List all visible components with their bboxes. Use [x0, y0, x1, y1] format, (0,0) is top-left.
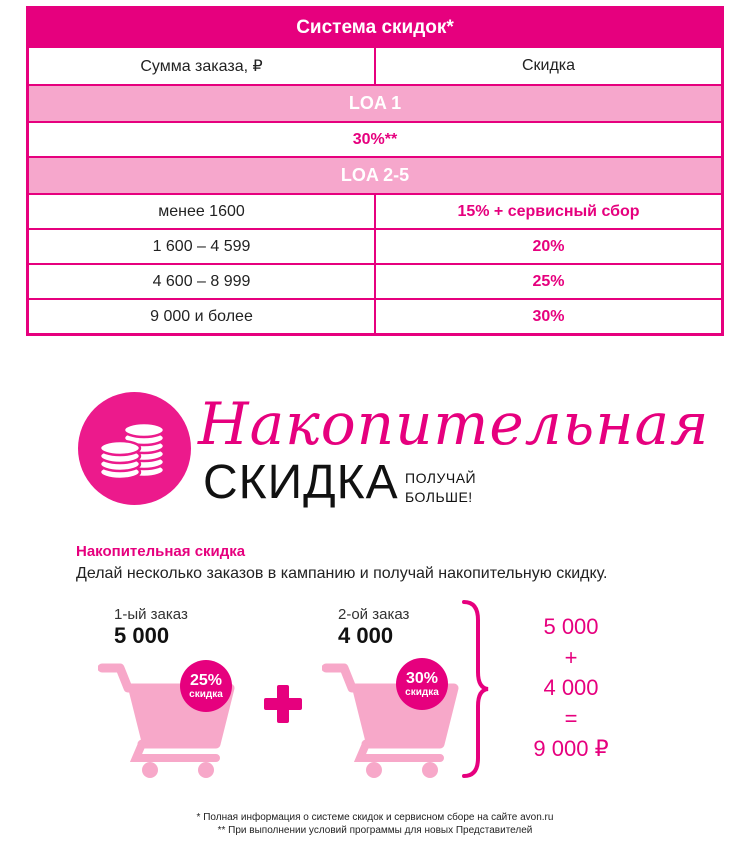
description-text: Делай несколько заказов в кампанию и получай накопительную скидку. [76, 565, 608, 582]
promo-script-title: Накопительная [198, 390, 710, 458]
order1-amount: 5 000 [114, 623, 170, 648]
badge-percent: 30% [405, 669, 439, 687]
sum-second: 4 000 [543, 675, 599, 700]
coins-icon [78, 392, 191, 505]
sum-equals: = [564, 705, 578, 731]
order2-label: 2-ой заказ [338, 606, 410, 623]
description-title: Накопительная скидка [76, 543, 246, 560]
footnote-2: ** При выполнении условий программы для новых Представителей [217, 825, 533, 836]
level-loa1: LOA 1 [29, 84, 721, 121]
row-discount: 15% + сервисный сбор [374, 195, 721, 228]
column-header-amount: Сумма заказа, ₽ [140, 58, 263, 75]
level-loa2-5: LOA 2-5 [29, 156, 721, 193]
order1-label: 1-ый заказ [114, 606, 188, 623]
row-amount: 4 600 – 8 999 [152, 272, 251, 290]
promo-big-title: СКИДКА [203, 456, 399, 509]
plus-icon [262, 683, 304, 725]
badge-percent: 25% [189, 671, 223, 689]
badge-label: скидка [189, 688, 223, 700]
row-discount: 25% [374, 265, 721, 298]
sum-calculation [500, 612, 642, 765]
row-amount: 1 600 – 4 599 [152, 237, 251, 255]
sum-first: 5 000 [543, 614, 599, 639]
sum-plus: + [564, 644, 578, 670]
promo-tagline [405, 469, 476, 507]
table-row [29, 228, 721, 263]
row-discount: 20% [374, 230, 721, 263]
row-discount: 30% [374, 300, 721, 333]
promo-tagline-line1: ПОЛУЧАЙ [405, 470, 477, 486]
sum-total: 9 000 ₽ [533, 736, 609, 761]
order2-amount: 4 000 [338, 623, 394, 648]
footnote-1: * Полная информация о системе скидок и сервисном сборе на сайте avon.ru [196, 812, 554, 823]
row-amount: 9 000 и более [150, 307, 253, 325]
table-row [29, 193, 721, 228]
table-title: Система скидок* [29, 9, 721, 46]
order1-discount-badge [180, 660, 232, 712]
table-row [29, 298, 721, 333]
loa1-discount: 30%** [29, 121, 721, 156]
table-header-row [29, 46, 721, 84]
promo-tagline-line2: БОЛЬШЕ! [405, 489, 473, 505]
order2-discount-badge [396, 658, 448, 710]
row-amount: менее 1600 [158, 202, 245, 220]
discount-table [26, 6, 724, 336]
curly-brace-icon [458, 598, 492, 780]
column-header-discount: Скидка [374, 48, 721, 84]
badge-label: скидка [405, 686, 439, 698]
table-row [29, 263, 721, 298]
